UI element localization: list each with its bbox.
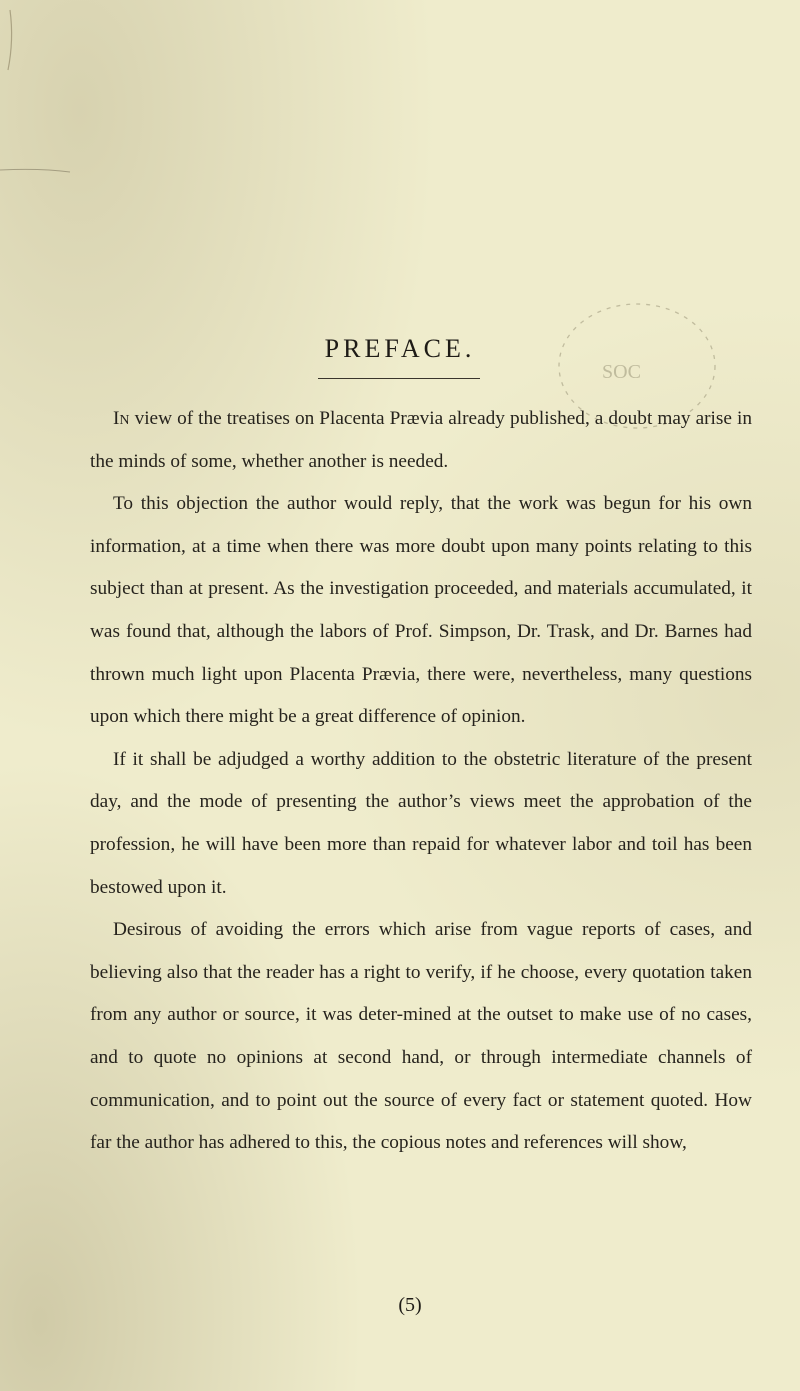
title-rule: [318, 378, 480, 379]
page-title: PREFACE.: [324, 334, 476, 363]
paragraph-1: [90, 398, 752, 483]
preface-body: [90, 398, 752, 1165]
paragraph-lead: In: [113, 408, 130, 429]
paragraph-2: To this objection the author would reply, that the work was begun for his own information, at a time when there was more doubt upon many points relating to this subject than at present. As the investigation proceeded, and materials accumulated, it was found that, although the labors of Prof. Simpson, Dr. Trask, and Dr. Barnes had thrown much light upon Placenta Prævia, there were, nevertheless, many questions upon which there might be a great difference of opinion.: [90, 493, 752, 728]
paragraph-3: If it shall be adjudged a worthy addition to the obstetric literature of the present day, and the mode of presenting the author’s views meet the approbation of the profession, he will have been more than repaid for whatever labor and toil has been bestowed upon it.: [90, 748, 752, 898]
stamp-text: SOC: [602, 361, 641, 383]
paragraph-text: view of the treatises on Placenta Prævia already published, a doubt may arise in the minds of some, whether another is needed.: [90, 408, 752, 472]
page-number: (5): [398, 1294, 422, 1316]
paragraph-4: Desirous of avoiding the errors which arise from vague reports of cases, and believing also that the reader has a right to verify, if he choose, every quotation taken from any author or source, it was deter-mined at the outset to make use of no cases, and to quote no opinions at second hand, or through intermediate channels of communication, and to point out the source of every fact or statement quoted. How far the author has adhered to this, the copious notes and references will show,: [90, 919, 752, 1154]
page-edge-mark: [0, 0, 90, 200]
